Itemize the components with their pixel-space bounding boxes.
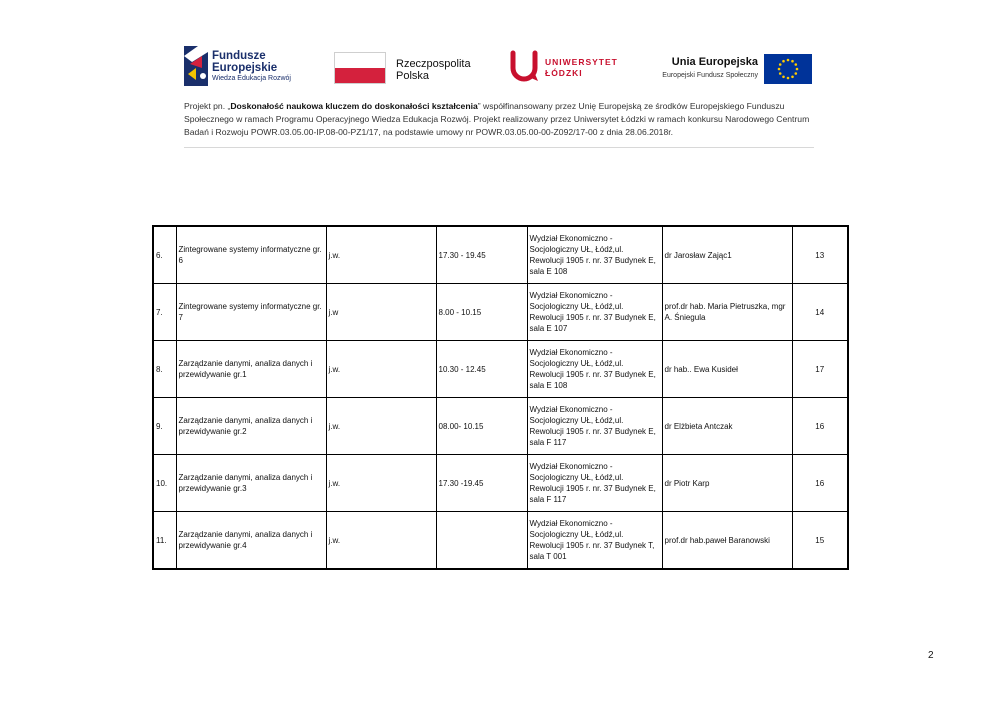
page-number: 2 — [928, 650, 934, 661]
course-name: Zarządzanie danymi, analiza danych i przewidywanie gr.1 — [176, 341, 326, 398]
date-cell: j.w. — [326, 226, 436, 284]
course-name: Zarządzanie danymi, analiza danych i przewidywanie gr.2 — [176, 398, 326, 455]
rzeczpospolita-polska-logo — [334, 44, 484, 88]
date-cell: j.w — [326, 284, 436, 341]
uniwersytet-lodzki-emblem-icon — [509, 50, 539, 82]
uniwersytet-lodzki-logo — [509, 44, 629, 88]
place-cell: Wydział Ekonomiczno - Socjologiczny UŁ, Łódź,ul. Rewolucji 1905 r. nr. 37 Budynek E, sala F 117 — [527, 455, 662, 512]
date-cell: j.w. — [326, 512, 436, 570]
count-cell: 17 — [792, 341, 848, 398]
time-cell: 08.00- 10.15 — [436, 398, 527, 455]
teacher-cell: dr Elżbieta Antczak — [662, 398, 792, 455]
table-row — [153, 341, 848, 398]
place-cell: Wydział Ekonomiczno - Socjologiczny UŁ, Łódź,ul. Rewolucji 1905 r. nr. 37 Budynek E, sala E 107 — [527, 284, 662, 341]
logo-rp-line2: Polska — [396, 70, 430, 82]
teacher-cell: prof.dr hab.paweł Baranowski — [662, 512, 792, 570]
row-number: 11. — [153, 512, 176, 570]
fundusze-europejskie-logo — [184, 44, 324, 88]
course-name: Zarządzanie danymi, analiza danych i przewidywanie gr.4 — [176, 512, 326, 570]
teacher-cell: dr Jarosław Zając1 — [662, 226, 792, 284]
header-logos — [184, 44, 814, 88]
logo-fe-line1: Fundusze — [212, 50, 266, 62]
project-description — [184, 100, 816, 139]
course-name: Zintegrowane systemy informatyczne gr. 6 — [176, 226, 326, 284]
eu-flag-icon — [764, 54, 812, 84]
count-cell: 14 — [792, 284, 848, 341]
table-row — [153, 455, 848, 512]
count-cell: 16 — [792, 455, 848, 512]
row-number: 10. — [153, 455, 176, 512]
table-row — [153, 398, 848, 455]
table-row — [153, 512, 848, 570]
teacher-cell: dr Piotr Karp — [662, 455, 792, 512]
header-divider — [184, 147, 814, 148]
course-name: Zintegrowane systemy informatyczne gr. 7 — [176, 284, 326, 341]
fundusze-europejskie-emblem-icon — [184, 46, 208, 86]
row-number: 9. — [153, 398, 176, 455]
time-cell: 10.30 - 12.45 — [436, 341, 527, 398]
place-cell: Wydział Ekonomiczno - Socjologiczny UŁ, Łódź,ul. Rewolucji 1905 r. nr. 37 Budynek E, sala E 108 — [527, 226, 662, 284]
logo-fe-line3: Wiedza Edukacja Rozwój — [212, 75, 291, 82]
time-cell: 8.00 - 10.15 — [436, 284, 527, 341]
course-name: Zarządzanie danymi, analiza danych i przewidywanie gr.3 — [176, 455, 326, 512]
date-cell: j.w. — [326, 398, 436, 455]
teacher-cell: prof.dr hab. Maria Pietruszka, mgr A. Śniegula — [662, 284, 792, 341]
time-cell: 17.30 -19.45 — [436, 455, 527, 512]
logo-ue-line2: Europejski Fundusz Społeczny — [662, 72, 758, 79]
place-cell: Wydział Ekonomiczno - Socjologiczny UŁ, Łódź,ul. Rewolucji 1905 r. nr. 37 Budynek E, sala F 117 — [527, 398, 662, 455]
project-title: Doskonałość naukowa kluczem do doskonałości kształcenia — [230, 101, 478, 111]
date-cell: j.w. — [326, 455, 436, 512]
polish-flag-icon — [334, 52, 386, 84]
schedule-table — [152, 225, 849, 570]
table-row — [153, 284, 848, 341]
place-cell: Wydział Ekonomiczno - Socjologiczny UŁ, Łódź,ul. Rewolucji 1905 r. nr. 37 Budynek T, sala T 001 — [527, 512, 662, 570]
row-number: 6. — [153, 226, 176, 284]
place-cell: Wydział Ekonomiczno - Socjologiczny UŁ, Łódź,ul. Rewolucji 1905 r. nr. 37 Budynek E, sala E 108 — [527, 341, 662, 398]
logo-fe-line2: Europejskie — [212, 62, 278, 74]
row-number: 8. — [153, 341, 176, 398]
project-prefix: Projekt pn. „ — [184, 101, 231, 111]
unia-europejska-logo — [650, 44, 814, 88]
time-cell: 17.30 - 19.45 — [436, 226, 527, 284]
project-suffix: ” współfinansowany przez Unię Europejską ze środków Europejskiego Funduszu Społecznego w ramach Programu Operacyjnego Wiedza Edukacja Rozwój. Projekt realizowany przez Uniwersytet Łódzki w ramach konkursu Narodowego Centrum Badań i Rozwoju POWR.03.05.00-IP.08-00-PZ1/17, na podstawie umowy nr POWR.03.05.00-00-Z092/17-00 z dnia 28.06.2018r. — [184, 101, 810, 137]
logo-ul-line2: ŁÓDZKI — [545, 68, 583, 78]
logo-ul-line1: UNIWERSYTET — [545, 57, 618, 67]
table-row — [153, 226, 848, 284]
time-cell — [436, 512, 527, 570]
logo-ue-line1: Unia Europejska — [671, 56, 758, 68]
count-cell: 13 — [792, 226, 848, 284]
teacher-cell: dr hab.. Ewa Kusideł — [662, 341, 792, 398]
logo-rp-line1: Rzeczpospolita — [396, 58, 471, 70]
count-cell: 15 — [792, 512, 848, 570]
count-cell: 16 — [792, 398, 848, 455]
date-cell: j.w. — [326, 341, 436, 398]
row-number: 7. — [153, 284, 176, 341]
